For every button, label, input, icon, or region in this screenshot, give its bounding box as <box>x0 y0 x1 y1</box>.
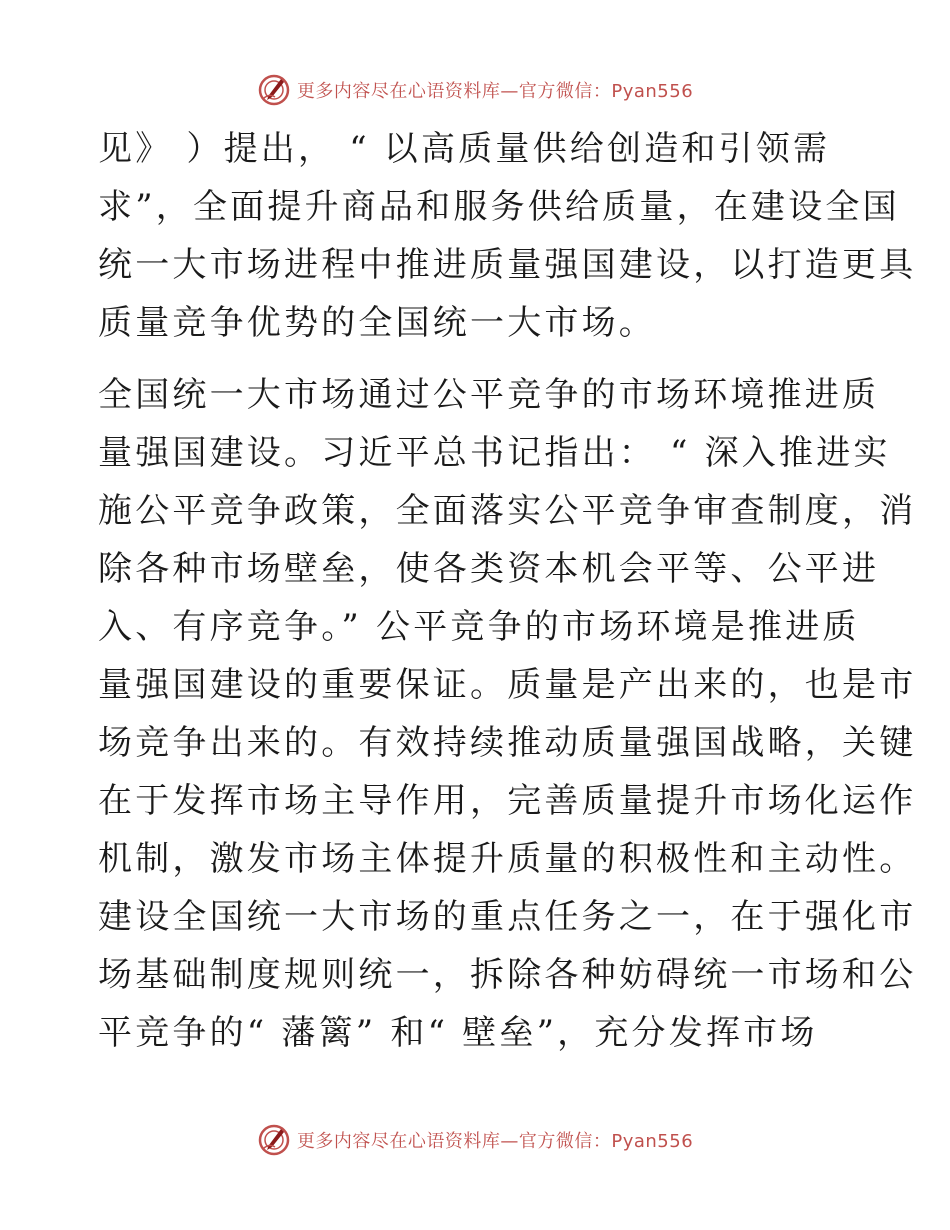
text-line: 入、有序竞争。” 公平竞争的市场环境是推进质 <box>98 607 860 647</box>
text-line: 机制，激发市场主体提升质量的积极性和主动性。 <box>98 839 917 879</box>
text-line: 施公平竞争政策，全面落实公平竞争审查制度，消 <box>98 491 917 531</box>
text-line: 量强国建设。习近平总书记指出： “ 深入推进实 <box>98 433 891 473</box>
pen-seal-icon <box>257 1123 291 1157</box>
text-line: 场竞争出来的。有效持续推动质量强国战略，关键 <box>98 723 917 763</box>
text-line: 全国统一大市场通过公平竞争的市场环境推进质 <box>98 375 880 415</box>
text-line: 见》 ）提出， “ 以高质量供给创造和引领需 <box>98 129 831 169</box>
text-line: 统一大市场进程中推进质量强国建设，以打造更具 <box>98 245 917 285</box>
paragraph-spacer <box>98 352 852 366</box>
pen-seal-icon <box>257 73 291 107</box>
text-line: 平竞争的“ 藩篱” 和“ 壁垒”，充分发挥市场 <box>98 1013 818 1053</box>
text-line: 在于发挥市场主导作用，完善质量提升市场化运作 <box>98 781 917 821</box>
header-banner-text: 更多内容尽在心语资料库—官方微信：Pyan556 <box>296 81 694 102</box>
paragraph-1 <box>98 120 917 352</box>
document-body <box>98 120 917 1062</box>
text-line: 质量竞争优势的全国统一大市场。 <box>98 303 656 343</box>
text-line: 场基础制度规则统一，拆除各种妨碍统一市场和公 <box>98 955 917 995</box>
text-line: 求”，全面提升商品和服务供给质量，在建设全国 <box>98 187 900 227</box>
text-line: 量强国建设的重要保证。质量是产出来的，也是市 <box>98 665 917 705</box>
footer-banner-text: 更多内容尽在心语资料库—官方微信：Pyan556 <box>296 1131 694 1152</box>
header-banner <box>0 70 950 110</box>
text-line: 除各种市场壁垒，使各类资本机会平等、公平进 <box>98 549 880 589</box>
text-line: 建设全国统一大市场的重点任务之一，在于强化市 <box>98 897 917 937</box>
footer-banner <box>0 1120 950 1160</box>
paragraph-2 <box>98 366 917 1062</box>
